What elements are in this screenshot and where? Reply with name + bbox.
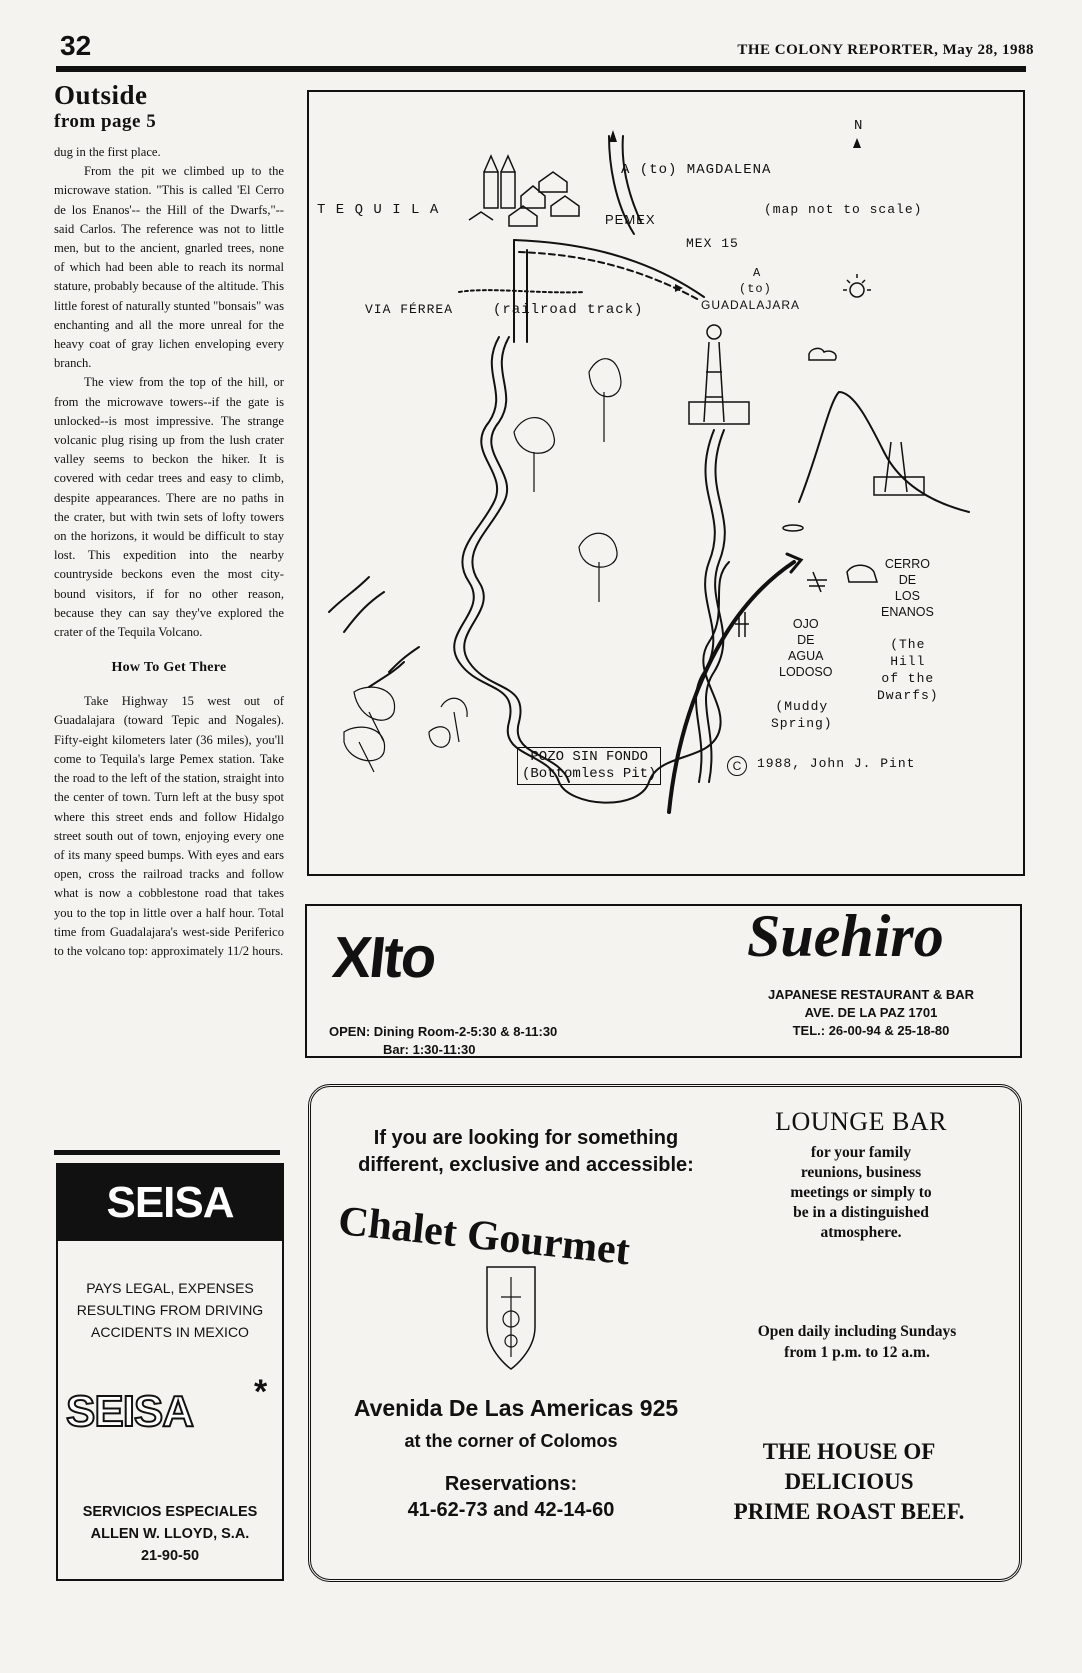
article-column: [54, 80, 284, 961]
masthead: THE COLONY REPORTER, May 28, 1988: [737, 42, 1034, 58]
suehiro-details: JAPANESE RESTAURANT & BAR AVE. DE LA PAZ 1701 TEL.: 26-00-94 & 25-18-80: [767, 987, 975, 1038]
sun-icon: [850, 283, 864, 297]
header-rule: [56, 66, 1026, 72]
tree-icons: [344, 359, 621, 772]
lounge-bar-title: LOUNGE BAR: [775, 1107, 947, 1136]
seisa-tagline: PAYS LEGAL, EXPENSES RESULTING FROM DRIVING ACCIDENTS IN MEXICO: [76, 1280, 264, 1340]
directions-paragraph: Take Highway 15 west out of Guadalajara (toward Tepic and Nogales). Fifty-eight kilometers later (36 miles), you'll come to Tequila's large Pemex station. Take the road to the left of the station, straight into the center of town. Turn left at the busy spot where this street ends and follow Hidalgo street south out of town, enjoying every one of its many speed bumps. With eyes and ears open, cross the railroad tracks and follow what is now a cobblestone road that takes you to the top in little over a half hour. Total time from Guadalajara's west-side Periferico to the volcano top: approximately 11/2 hours.: [54, 694, 284, 958]
suehiro-ad: [305, 904, 1022, 1058]
column-rule: [54, 1150, 280, 1155]
map-via-ferrea-label: VIA FÉRREA: [365, 302, 454, 317]
suehiro-logo: Suehiro: [747, 903, 944, 969]
article-title: Outside: [54, 80, 148, 110]
seisa-ad: [56, 1163, 284, 1581]
seisa-logo: SEISA: [106, 1178, 234, 1227]
seisa-outline-logo: SEISA: [66, 1387, 194, 1436]
article-paragraph: The view from the top of the hill, or from the microwave towers--if the gate is unlocked--is most impressive. The strange volcanic plug rising up from the lush crater valley seems to beckon the hiker. It is covered with cedar trees and easy to climb, despite appearances. There are no paths in the crater, but with twin sets of lofty towers on the horizons, it would be difficult to stay lost. This expedition into the nearby countryside beckons even the most city-bound visitors, if for no other reason, because they can say they've explored the crater of the Tequila Volcano.: [54, 375, 284, 640]
pemex-symbol-icon: [807, 572, 827, 592]
microwave-tower-icon: [689, 325, 749, 424]
seisa-banner: [58, 1165, 282, 1241]
seisa-company: SERVICIOS ESPECIALES ALLEN W. LLOYD, S.A. 21-90-50: [82, 1504, 258, 1564]
map-pemex-label: PEMEX: [605, 212, 656, 227]
open-hours: OPEN: Dining Room-2-5:30 & 8-11:30: [329, 1024, 558, 1039]
section-heading: How To Get There: [111, 660, 227, 676]
map-railroad-label: (railroad track): [493, 302, 644, 318]
chalet-logo: Chalet Gourmet: [336, 1197, 633, 1275]
map-copyright: 1988, John J. Pint: [757, 756, 916, 771]
chalet-reservations-label: Reservations:: [444, 1473, 578, 1495]
map-north-label: N: [854, 118, 864, 134]
seisa-asterisk: *: [254, 1373, 268, 1411]
chalet-corner: at the corner of Colomos: [404, 1431, 618, 1451]
map-guadalajara-a: A: [753, 266, 762, 280]
article-paragraph: From the pit we climbed up to the microwave station. "This is called 'El Cerro de los Enanos'-- the Hill of the Dwarfs,"-- said Carlos. The reference was not to little men, but to the ancient, gnarled trees, none of which had been able to reach its normal stature, probably because of the altitude. This little forest of naturally stunted "bonsais" was enchanting and all the more unreal for the heavy coat of gray lichen enveloping every branch.: [54, 164, 284, 371]
north-arrow-icon: [853, 138, 861, 148]
chalet-address: Avenida De Las Americas 925: [353, 1395, 679, 1421]
pit-icon: [783, 525, 803, 531]
town-icon: [469, 156, 579, 226]
opening-hours: Open daily including Sundays from 1 p.m. to 12 a.m.: [757, 1323, 957, 1361]
map-mex15-label: MEX 15: [686, 236, 739, 251]
cloud-icon: [809, 348, 836, 360]
map-tequila-label: T E Q U I L A: [317, 202, 440, 218]
map-ojo-label: OJO DE AGUA LODOSO: [779, 617, 833, 679]
cow-icon: [847, 565, 877, 582]
highway-arrow-icon: [609, 130, 617, 142]
map-guadalajara-label: GUADALAJARA: [701, 298, 801, 312]
river-path: [454, 337, 729, 803]
page-number: 32: [60, 30, 92, 61]
lounge-bar-text: for your family reunions, business meetings or simply to be in a distinguished atmosphere.: [790, 1144, 932, 1241]
bar-hours: Bar: 1:30-11:30: [383, 1042, 476, 1057]
map-muddy-label: (Muddy Spring): [771, 699, 833, 731]
chalet-crest-icon: [481, 1257, 541, 1377]
hill-tower-icon: [874, 442, 924, 495]
map-guadalajara-to: (to): [739, 282, 772, 296]
map-cerro-label: CERRO DE LOS ENANOS: [881, 557, 934, 619]
article-subtitle: from page 5: [54, 111, 157, 132]
map-scale-note: (map not to scale): [764, 202, 923, 217]
map-pozo-label: POZO SIN FONDO (Bottomless Pit): [517, 747, 661, 785]
chalet-phones: 41-62-73 and 42-14-60: [407, 1499, 615, 1521]
xito-logo: XIto: [329, 925, 438, 990]
article-paragraph: dug in the first place.: [54, 145, 161, 159]
volcano-map: [307, 90, 1025, 876]
map-magdalena-label: A (to) MAGDALENA: [621, 162, 772, 178]
map-hill-label: (The Hill of the Dwarfs): [877, 637, 939, 703]
chalet-intro: If you are looking for something different, exclusive and accessible:: [358, 1127, 694, 1176]
copyright-symbol: C: [727, 756, 747, 776]
chalet-slogan: THE HOUSE OF DELICIOUS PRIME ROAST BEEF.: [733, 1439, 965, 1524]
chalet-gourmet-ad: [308, 1084, 1022, 1582]
